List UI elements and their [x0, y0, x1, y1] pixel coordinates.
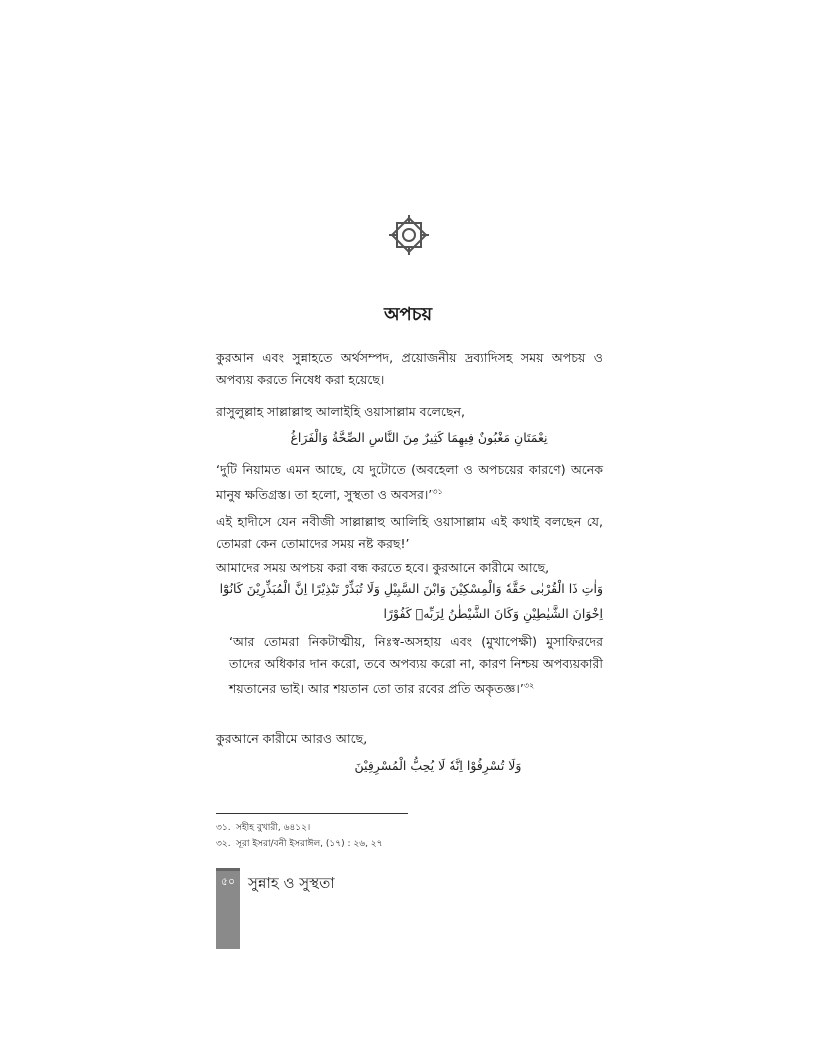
arabic-ayah-line-1: وَاٰتِ ذَا الْقُرْبٰى حَقَّهٗ وَالْمِسْكِيْنَ وَابْنَ السَّبِيْلِ وَلَا تُبَذِّرْ تَبْذِيْرًا اِنَّ الْمُبَذِّرِيْنَ كَانُوْٓا	[219, 581, 603, 596]
footnote-divider	[216, 813, 408, 814]
arabic-hadith-text: نِعْمَتَانِ مَغْبُونٌ فِيهِمَا كَثِيرٌ مِنَ النَّاسِ الصِّحَّةُ وَالْفَرَاغُ	[290, 430, 548, 445]
paragraph-quran-more: কুরআনে কারীমে আরও আছে,	[216, 731, 368, 746]
paragraph-hadith-commentary: এই হাদীসে যেন নবীজী সাল্লাল্লাহু আলিহি ওয়াসাল্লাম এই কথাই বলছেন যে, তোমরা কেন তোমাদের সময় নষ্ট করছ!’	[216, 514, 603, 551]
footnote-31	[216, 820, 310, 835]
ayah-translation-text: ‘আর তোমরা নিকটাত্মীয়, নিঃস্ব-অসহায় এবং (মুখাপেক্ষী) মুসাফিরদের তাদের অধিকার দান করো, তবে অপব্যয় করো না, কারণ নিশ্চয় অপব্যয়কারী শয়তানের ভাই। আর শয়তান তো তার রবের প্রতি অকৃতজ্ঞ।’	[229, 634, 603, 697]
chapter-title: অপচয়	[383, 304, 433, 325]
footnote-32	[216, 836, 383, 851]
footnote-number: ৩২.	[216, 839, 231, 849]
paragraph-hadith-intro: রাসুলুল্লাহ সাল্লাল্লাহু আলাইহি ওয়াসাল্লাম বলেছেন,	[216, 404, 465, 419]
hadith-translation-text: ‘দুটি নিয়ামত এমন আছে, যে দুটোতে (অবহেলা ও অপচয়ের কারণে) অনেক মানুষ ক্ষতিগ্রস্ত। তা হলো, সুস্থতা ও অবসর।’	[216, 462, 603, 503]
paragraph-intro: কুরআন এবং সুন্নাহতে অর্থসম্পদ, প্রয়োজনীয় দ্রব্যাদিসহ সময় অপচয় ও অপব্যয় করতে নিষেধ করা হয়েছে।	[216, 350, 603, 387]
footnote-text: সহীহ বুখারী, ৬৪১২।	[236, 823, 311, 833]
footnote-ref-32: ৩২	[523, 681, 535, 690]
arabic-ayah-line-2: اِخْوَانَ الشَّيٰطِيْنِ وَكَانَ الشَّيْطٰنُ لِرَبِّهٖ كَفُوْرًا	[383, 606, 603, 621]
octagonal-star-knot-icon	[386, 212, 432, 258]
running-book-title: সুন্নাহ ও সুস্থতা	[248, 874, 335, 892]
footnote-number: ৩১.	[216, 823, 231, 833]
paragraph-ayah-translation	[229, 631, 603, 700]
footnote-text: সূরা ইসরা/বনী ইসরাঈল, (১৭) : ২৬, ২৭	[236, 839, 383, 849]
paragraph-quran-intro: আমাদের সময় অপচয় করা বন্ধ করতে হবে। কুরআনে কারীমে আছে,	[216, 560, 550, 575]
arabic-ayah-israf: وَلَا تُسْرِفُوْا اِنَّهٗ لَا يُحِبُّ الْمُسْرِفِيْنَ	[354, 758, 522, 773]
footnote-ref-31: ৩১	[432, 487, 443, 496]
page-number: ৫০	[220, 875, 236, 888]
paragraph-hadith-translation	[216, 459, 603, 506]
